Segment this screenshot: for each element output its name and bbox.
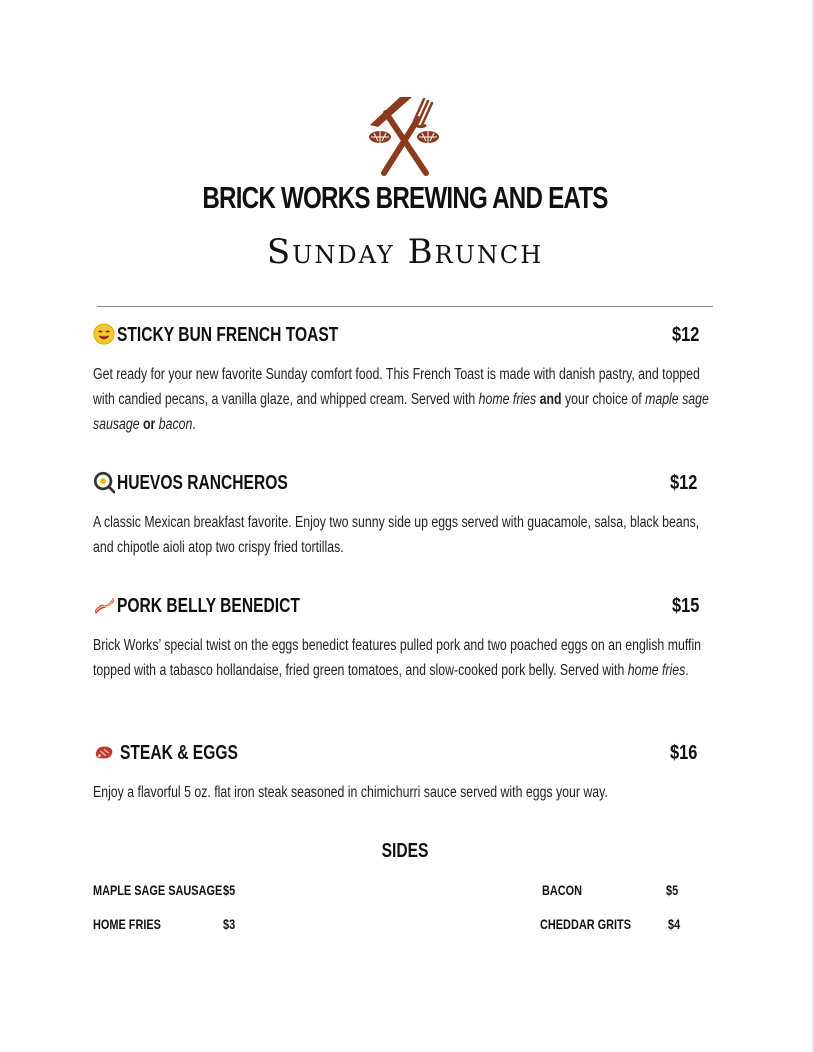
menu-item (93, 740, 715, 805)
menu-item-price: $12 (669, 472, 697, 494)
menu-item-description: Get ready for your new favorite Sunday comfort food. This French Toast is made with danish pastry, and topped with candied pecans, a vanilla glaze, and whipped cream. Served with home fries and your choice of maple sage sausage or bacon. (93, 366, 709, 433)
side-name: MAPLE SAGE SAUSAGE (93, 882, 223, 898)
smiling-face-icon (93, 322, 115, 346)
menu-item-name: PORK BELLY BENEDICT (117, 595, 300, 617)
side-price: $5 (223, 882, 236, 898)
menu-item-header (93, 470, 715, 500)
menu-item (93, 322, 715, 437)
menu-item-name: STEAK & EGGS (120, 742, 238, 764)
menu-item-header (93, 593, 715, 623)
side-name: BACON (542, 882, 583, 898)
fried-egg-icon (93, 470, 115, 494)
menu-item-description: Brick Works’ special twist on the eggs benedict features pulled pork and two poached eggs on an english muffin topped with a tabasco hollandaise, fried green tomatoes, and slow-cooked pork belly. Served with home fries. (93, 637, 702, 679)
menu-item-header (93, 322, 715, 352)
menu-item (93, 470, 715, 560)
menu-title: Sunday Brunch (266, 232, 544, 272)
menu-item-name: STICKY BUN FRENCH TOAST (117, 324, 339, 346)
hammer-fork-hops-logo-icon (366, 95, 442, 177)
menu-item-header (93, 740, 715, 770)
menu-item-name: HUEVOS RANCHEROS (117, 472, 288, 494)
menu-item-price: $15 (671, 595, 699, 617)
sides-heading: SIDES (381, 840, 429, 862)
menu-item-description: A classic Mexican breakfast favorite. Enjoy two sunny side up eggs served with guacamole, salsa, black beans, and chipotle aioli atop two crispy fried tortillas. (93, 514, 700, 556)
side-price: $4 (668, 916, 681, 932)
bacon-icon (93, 593, 115, 617)
side-name: HOME FRIES (93, 916, 161, 932)
side-name: CHEDDAR GRITS (540, 916, 632, 932)
restaurant-name: BRICK WORKS BREWING AND EATS (202, 180, 608, 215)
menu-item-description: Enjoy a flavorful 5 oz. flat iron steak seasoned in chimichurri sauce served with eggs your way. (93, 784, 608, 801)
menu-item-price: $16 (669, 742, 697, 764)
menu-item-price: $12 (671, 324, 699, 346)
steak-icon (93, 740, 115, 764)
side-price: $3 (223, 916, 236, 932)
divider (97, 306, 713, 307)
side-price: $5 (666, 882, 679, 898)
menu-item (93, 593, 715, 683)
